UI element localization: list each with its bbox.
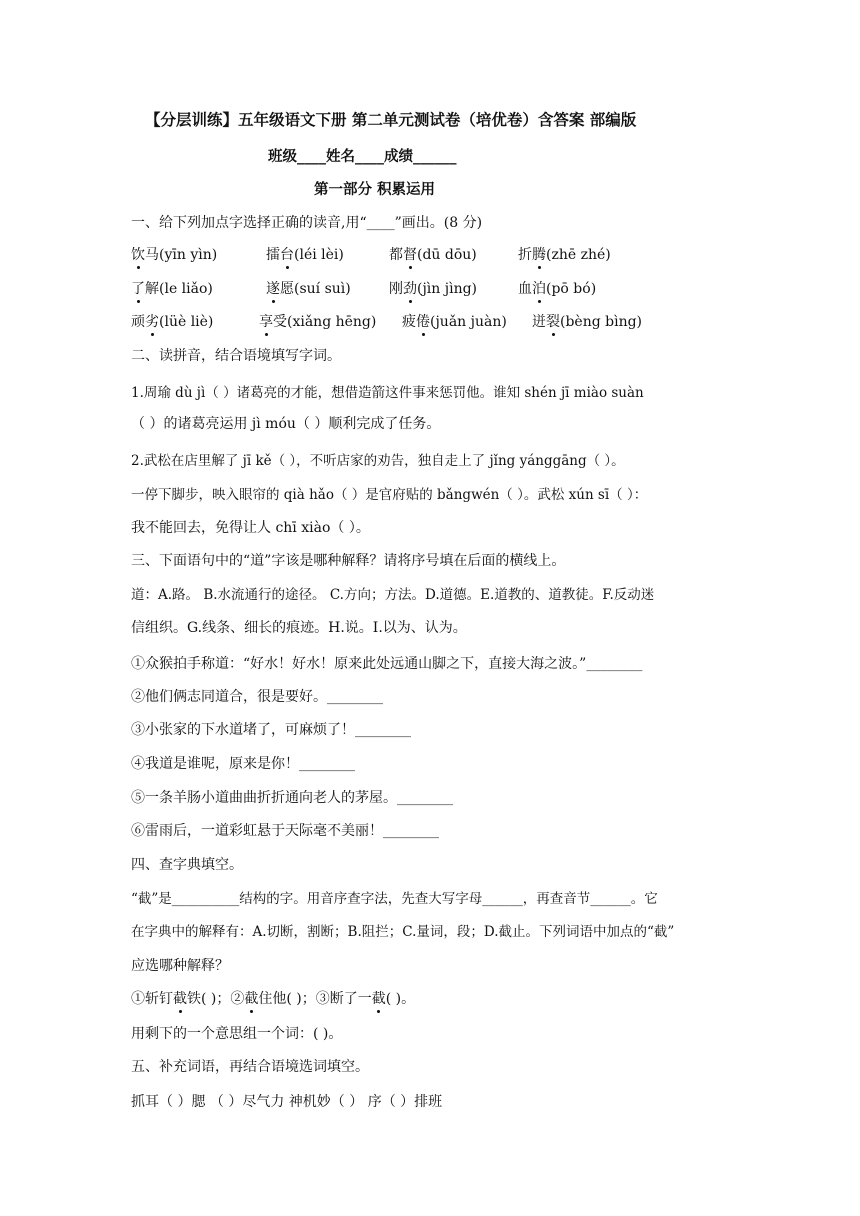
q3-definitions: 信组织。G.线条、细长的痕迹。H.说。I.以为、认为。 [131,620,467,636]
q1-item [402,312,507,332]
dotted-char: 劣 [145,314,159,330]
q2-line: 一停下脚步，映入眼帘的 qià hǎo（ ）是官府贴的 bǎngwén（ ）。武松 xún sī（ ）： [131,487,648,503]
q1-item-text: (lüè liè) [159,314,214,330]
q3-item: ④我道是谁呢，原来是你！________ [131,756,355,772]
q1-item-text: (jìn jìng) [417,281,478,297]
q1-item-text: 马(yīn yìn) [145,247,218,263]
q1-item [389,279,477,299]
document-title: 【分层训练】五年级语文下册 第二单元测试卷（培优卷）含答案 部编版 [145,111,637,129]
q1-item [259,312,376,332]
q4-line: 在字典中的解释有：A.切断，割断；B.阻拦；C.量词，段；D.截止。下列词语中加点的“截” [131,924,675,940]
q2-line: 1.周瑜 dù jì（ ）诸葛亮的才能，想借造箭这件事来惩罚他。谁知 shén jī miào suàn [131,385,644,401]
q3-heading: 三、下面语句中的“道”字该是哪种解释？请将序号填在后面的横线上。 [131,553,566,569]
q4-text: 铁( )；② [187,991,245,1007]
q1-item-text: (dū dōu) [417,247,477,263]
dotted-char: 劲 [403,281,417,297]
dotted-char: 腾 [532,247,546,263]
q1-item [266,245,344,265]
q3-item: ③小张家的下水道堵了，可麻烦了！________ [131,722,411,738]
q1-item [131,245,217,265]
dotted-char: 遂 [266,281,280,297]
q1-item-text: 解(le liǎo) [145,281,213,297]
class-name-score-line: 班级____姓名____成绩______ [268,149,457,165]
q4-text: 住他( )；③断了一 [258,991,372,1007]
q1-item-text: (zhē zhé) [546,247,611,263]
q1-item-pre: 擂 [266,247,280,263]
dotted-char: 倦 [416,314,430,330]
q1-heading: 一、给下列加点字选择正确的读音,用“____”画出。(8 分) [131,215,483,231]
q4-heading: 四、查字典填空。 [131,857,243,873]
q4-line [131,989,415,1009]
q5-line: 抓耳（ ）腮 （ ）尽气力 神机妙（ ） 序（ ）排班 [131,1094,443,1110]
q4-line: “截”是__________结构的字。用音序查字法，先查大写字母______，再查音节______。它 [131,891,658,907]
q1-item-pre: 刚 [389,281,403,297]
q2-heading: 二、读拼音，结合语境填写字词。 [131,348,341,364]
q1-item [389,245,477,265]
dotted-char: 台 [280,247,294,263]
q3-definitions: 道：A.路。 B.水流通行的途径。 C.方向；方法。D.道德。E.道教的、道教徒。F.反动迷 [131,587,655,603]
q1-item-pre: 折 [518,247,532,263]
dotted-char: 了 [131,281,145,297]
q4-line: 用剩下的一个意思组一个词：( )。 [131,1026,343,1042]
dotted-char: 裂 [546,314,560,330]
q1-item [131,312,213,332]
dotted-char: 截 [244,991,259,1007]
q1-item-text: (juǎn juàn) [430,314,507,330]
q4-text: ( )。 [385,991,416,1007]
part-heading: 第一部分 积累运用 [314,182,436,198]
q1-item-pre: 都 [389,247,403,263]
q1-item [131,279,213,299]
q1-item-pre: 迸 [532,314,546,330]
q1-item [266,279,351,299]
q1-item-pre: 顽 [131,314,145,330]
q1-item-text: (léi lèi) [294,247,344,263]
q3-item: ⑥雷雨后，一道彩虹悬于天际毫不美丽！________ [131,823,439,839]
dotted-char: 截 [173,991,187,1007]
q2-line: 2.武松在店里解了 jī kě（ ），不听店家的劝告，独自走上了 jǐng yánggāng（ ）。 [131,453,625,469]
q1-item-text: 受(xiǎng hēng) [273,314,377,330]
q1-item [518,245,611,265]
q3-item: ①众猴拍手称道：“好水！好水！原来此处远通山脚之下，直接大海之波。”________ [131,656,643,672]
dotted-char: 泊 [532,281,546,297]
q4-text: ①斩钉 [131,991,173,1007]
dotted-char: 截 [371,991,386,1007]
q1-item-pre: 血 [518,281,532,297]
dotted-char: 饮 [131,247,145,263]
q1-item-pre: 疲 [402,314,416,330]
q2-line: 我不能回去，免得让人 chī xiào（ ）。 [131,520,370,536]
q4-line: 应选哪种解释？ [131,958,229,974]
q1-item-text: (pō bó) [546,281,597,297]
q2-line: （ ）的诸葛亮运用 jì móu（ ）顺利完成了任务。 [131,416,441,432]
q1-item [532,312,642,332]
q1-item [518,279,596,299]
dotted-char: 督 [403,247,417,263]
q3-item: ⑤一条羊肠小道曲曲折折通向老人的茅屋。________ [131,790,453,806]
dotted-char: 享 [259,314,273,330]
q1-item-text: (bèng bìng) [560,314,643,330]
q1-item-text: 愿(suí suì) [280,281,351,297]
q3-item: ②他们俩志同道合，很是要好。________ [131,689,383,705]
q5-heading: 五、补充词语，再结合语境选词填空。 [131,1059,369,1075]
